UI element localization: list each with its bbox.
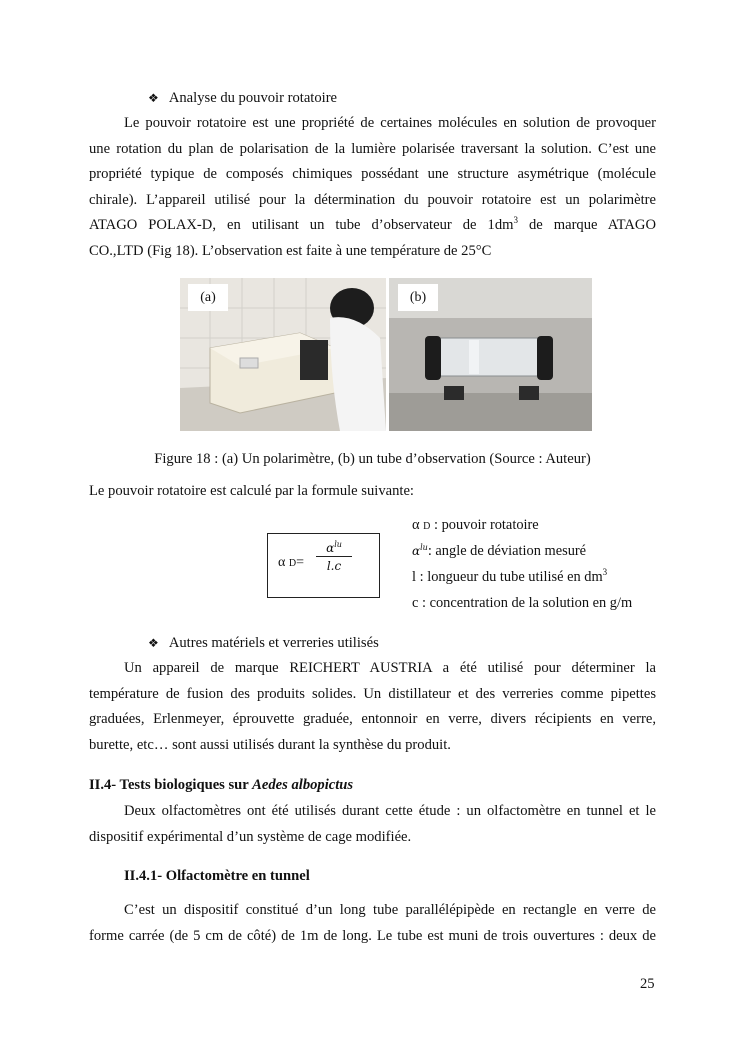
heading-text: II.4- Tests biologiques sur — [89, 777, 253, 793]
heading-species: Aedes albopictus — [252, 777, 354, 793]
figure-label-b: (b) — [398, 284, 438, 311]
fraction-denominator: l.c — [326, 559, 342, 573]
paragraph-line: graduées, Erlenmeyer, éprouvette graduée, entonnoir en verre, divers récipients en verre, — [89, 711, 656, 728]
paragraph-line: dispositif expérimental d’un système de cage modifiée. — [89, 828, 412, 845]
legend-text: : pouvoir rotatoire — [430, 517, 539, 533]
paragraph-line: Deux olfactomètres ont été utilisés durant cette étude : un olfactomètre en tunnel et le — [124, 803, 656, 819]
diamond-bullet-icon: ❖ — [148, 91, 159, 105]
legend-superscript: 3 — [602, 567, 608, 577]
paragraph-line: forme carrée (de 5 cm de côté) de 1m de long. Le tube est muni de trois ouvertures : deux de — [89, 927, 656, 944]
paragraph-olfactometers — [89, 799, 656, 850]
legend-superscript: lu — [420, 543, 428, 552]
paragraph-other-materials — [89, 656, 656, 758]
line-text: de marque ATAGO — [517, 217, 656, 234]
figure-observation-tube-photo — [389, 278, 592, 431]
numerator-alpha: α — [326, 541, 335, 555]
bullet-title: Autres matériels et verreries utilisés — [168, 635, 379, 651]
formula-box — [267, 533, 380, 598]
paragraph-line: une rotation du plan de polarisation de la lumière polarisée traversant la solution. C’est une — [89, 140, 656, 157]
legend-text: l : longueur du tube utilisé en dm — [412, 569, 603, 585]
paragraph-line — [89, 213, 656, 239]
section-heading-biological-tests — [89, 775, 353, 795]
paragraph-tunnel-olfactometer — [89, 898, 656, 949]
formula-intro: Le pouvoir rotatoire est calculé par la formule suivante: — [89, 483, 414, 499]
numerator-superscript: lu — [334, 540, 342, 549]
diamond-bullet-icon: ❖ — [148, 636, 159, 650]
paragraph-line: propriété typique de composés chimiques possédant une structure asymétrique (molécule — [89, 166, 656, 183]
equals-sign: = — [296, 555, 304, 570]
legend-symbol: α — [412, 544, 421, 558]
bullet-heading-other-materials — [148, 633, 379, 653]
bullet-title: Analyse du pouvoir rotatoire — [168, 90, 338, 106]
legend-line-4 — [412, 593, 632, 613]
legend-text: c : concentration de la solution en g/m — [412, 595, 633, 611]
bullet-heading-rotatory-power — [148, 88, 337, 108]
formula-lhs — [278, 554, 304, 573]
legend-line-3 — [412, 567, 607, 587]
paragraph-line: burette, etc… sont aussi utilisés durant la synthèse du produit. — [89, 736, 451, 753]
paragraph-line: Un appareil de marque REICHERT AUSTRIA a été utilisé pour déterminer la — [124, 660, 656, 676]
subscript-d: D — [288, 558, 297, 569]
fraction-numerator — [316, 540, 352, 557]
page-number: 25 — [640, 976, 655, 992]
line-text: ATAGO POLAX-D, en utilisant un tube d’observateur de 1dm — [89, 217, 514, 234]
legend-symbol: α — [412, 517, 420, 533]
paragraph-line: température de fusion des produits solides. Un distillateur et des verreries comme pipettes — [89, 685, 656, 702]
superscript: 3 — [513, 215, 518, 226]
legend-text: : angle de déviation mesuré — [427, 543, 587, 559]
paragraph-rotatory-power — [89, 111, 656, 265]
formula-fraction — [316, 540, 352, 575]
paragraph-line: C’est un dispositif constitué d’un long tube parallélépipède en rectangle en verre de — [124, 902, 656, 918]
paragraph-line: chirale). L’appareil utilisé pour la détermination du pouvoir rotatoire est un polarimètre — [89, 191, 656, 208]
legend-line-2 — [412, 541, 586, 561]
figure-label-a: (a) — [188, 284, 228, 311]
figure-caption: Figure 18 : (a) Un polarimètre, (b) un tube d’observation (Source : Auteur) — [154, 451, 591, 467]
figure-polarimeter-photo — [180, 278, 386, 431]
legend-subscript: D — [423, 521, 431, 532]
paragraph-line: Le pouvoir rotatoire est une propriété de certaines molécules en solution de provoquer — [124, 115, 656, 131]
alpha-symbol: α — [278, 555, 286, 570]
legend-line-1 — [412, 515, 539, 537]
paragraph-line: CO.,LTD (Fig 18). L’observation est faite à une température de 25°C — [89, 242, 492, 259]
section-heading-tunnel-olfactometer: II.4.1- Olfactomètre en tunnel — [124, 868, 310, 884]
